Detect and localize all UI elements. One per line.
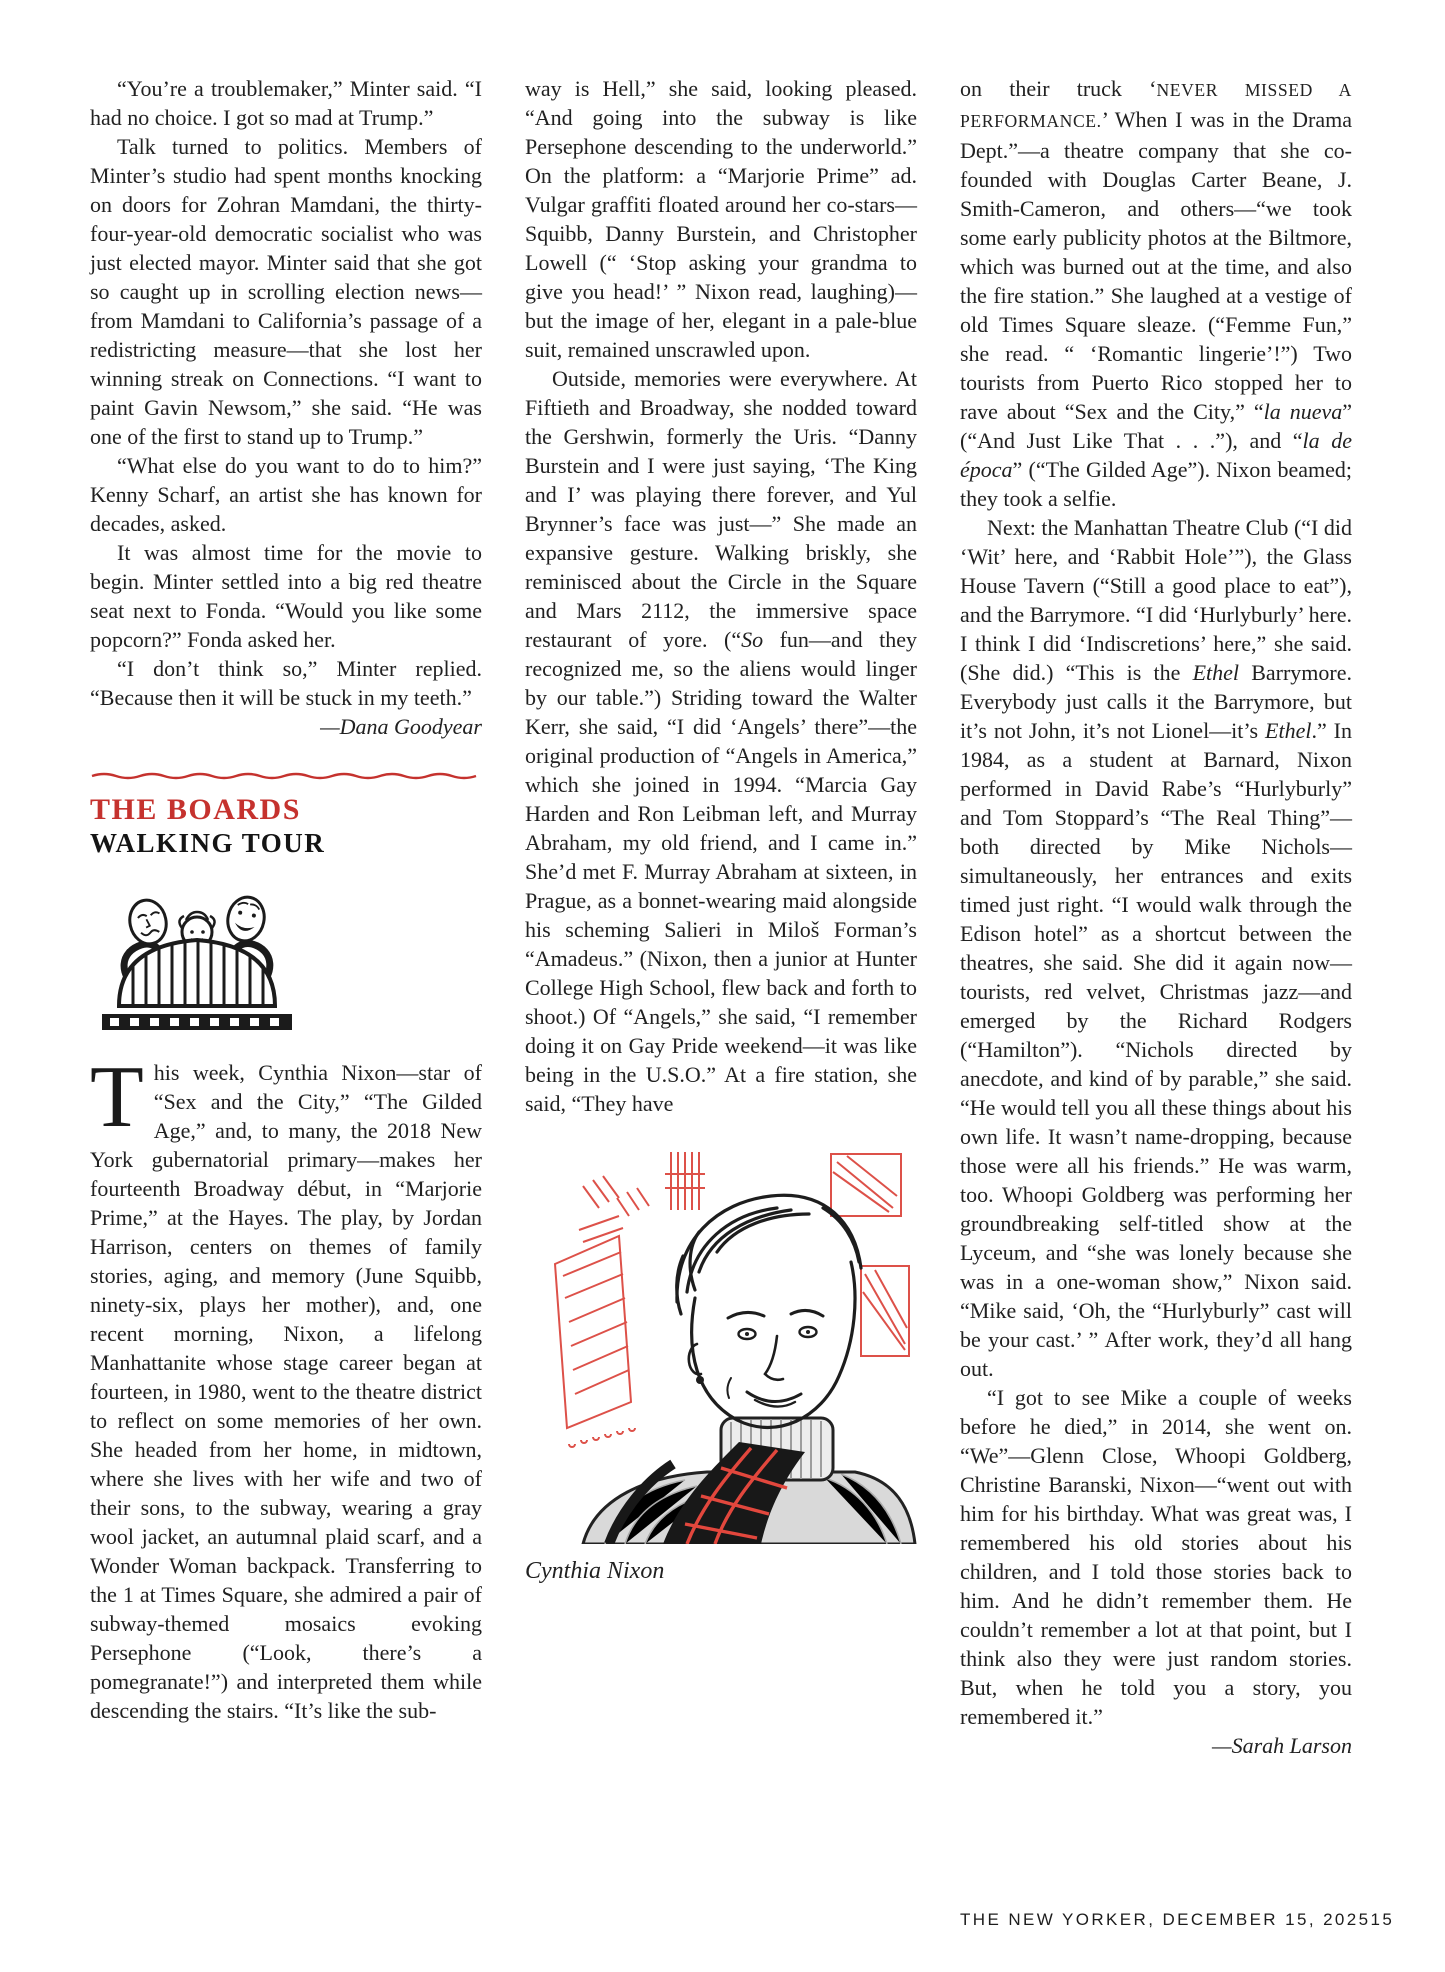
byline-sarah-larson: —Sarah Larson xyxy=(1212,1733,1352,1758)
comedy-tragedy-masks-icon xyxy=(94,886,300,1038)
body-paragraph: Outside, memories were everywhere. At Fiftieth and Broadway, she nodded toward the Gershwin, formerly the Uris. “Danny Burstein and I were just saying, ‘The King and I’ was playing there forever, and Yul Brynner’s face was just—” She made an expansive gesture. Walking briskly, she reminisced about the Circle in the Square and Mars 2112, the immersive space restaurant of yore. (“So fun—and they recognized me, so the aliens would linger by our table.”) Striding toward the Walter Kerr, she said, “I did ‘Angels’ there”—the original production of “Angels in America,” which she joined in 1994. “Marcia Gay Harden and Ron Leibman left, and Murray Abraham, my old friend, and I came in.” She’d met F. Murray Abraham at sixteen, in Prague, as a bonnet-wearing maid alongside his scheming Salieri in Miloš Forman’s “Amadeus.” (Nixon, then a junior at Hunter College High School, flew back and forth to shoot.) Of “Angels,” she said, “I remember doing it on Gay Pride weekend—it was like being in the U.S.O.” At a fire station, she said, “They have xyxy=(525,366,917,1116)
body-paragraph: way is Hell,” she said, looking pleased. “And going into the subway is like Persephone descending to the underworld.” On the platform: a “Marjorie Prime” ad. Vulgar graffiti floated around her co-stars—Squibb, Danny Burstein, and Christopher Lowell (“ ‘Stop asking your grandma to give you head!’ ” Nixon read, laughing)—but the image of her, elegant in a pale-blue suit, remained unscrawled upon. xyxy=(525,76,917,362)
body-paragraph: “What else do you want to do to him?” Kenny Scharf, an artist she has known for decades, asked. xyxy=(90,453,482,536)
body-paragraph: Talk turned to politics. Members of Minter’s studio had spent months knocking on doors for Zohran Mamdani, the thirty-four-year-old democratic socialist who was just elected mayor. Minter said that she got so caught up in scrolling election news—from Mamdani to California’s passage of a redistricting measure—that she lost her winning streak on Connections. “I want to paint Gavin Newsom,” she said. “He was one of the first to stand up to Trump.” xyxy=(90,134,482,449)
lead-text: his week, Cynthia Nixon—star of “Sex and the City,” “The Gilded Age,” and, to many, the 2018 New York gubernatorial primary—makes her fourteenth Broadway début, in “Marjorie Prime,” at the Hayes. The play, by Jordan Harrison, centers on themes of family stories, aging, and memory (June Squibb, ninety-six, plays her mother), and, one recent morning, Nixon, a lifelong Manhattanite whose stage career began at fourteen, in 1980, went to the theatre district to reflect on some memories of her own. She headed from her home, in midtown, where she lives with her wife and two of their sons, to the subway, wearing a gray wool jacket, an autumnal plaid scarf, and a Wonder Woman backpack. Transferring to the 1 at Times Square, she admired a pair of subway-themed mosaics evoking Persephone (“Look, there’s a pomegranate!”) and interpreted them while descending the stairs. “It’s like the sub- xyxy=(90,1060,482,1723)
cynthia-nixon-portrait xyxy=(525,1146,917,1544)
body-paragraph: on their truck ‘NEVER MISSED A PERFORMANCE.’ When I was in the Drama Dept.”—a theatre company that she co-founded with Douglas Carter Beane, J. Smith-Cameron, and others—“we took some early publicity photos at the Biltmore, which was burned out at the time, and also the fire station.” She laughed at a vestige of old Times Square sleaze. (“Femme Fun,” she read. “ ‘Romantic lingerie’!”) Two tourists from Puerto Rico stopped her to rave about “Sex and the City,” “la nueva” (“And Just Like That . . .”), and “la de época” (“The Gilded Age”). Nixon beamed; they took a selfie. xyxy=(960,76,1352,511)
body-paragraph: “You’re a troublemaker,” Minter said. “I had no choice. I got so mad at Trump.” xyxy=(90,76,482,130)
column-1 xyxy=(90,74,482,1760)
article-columns xyxy=(90,74,1352,1760)
footer-page-number: 15 xyxy=(1370,1910,1395,1929)
body-paragraph: “I got to see Mike a couple of weeks before he died,” in 2014, she went on. “We”—Glenn Close, Whoopi Goldberg, Christine Baranski, Nixon—“went out with him for his birthday. What was great was, I remembered his old stories about his children, and I told those stories back to him. And he didn’t remember them. He couldn’t remember a lot at that point, but I think also they were just random stories. But, when he told you a story, you remembered it.” xyxy=(960,1385,1352,1729)
portrait-illustration xyxy=(525,1146,917,1544)
page-footer xyxy=(960,1910,1395,1930)
byline-dana-goodyear: —Dana Goodyear xyxy=(320,714,482,739)
lead-paragraph xyxy=(90,1049,482,1725)
body-paragraph: “I don’t think so,” Minter replied. “Because then it will be stuck in my teeth.” xyxy=(90,656,482,710)
column-3 xyxy=(960,74,1352,1760)
footer-magazine-date: THE NEW YORKER, DECEMBER 15, 2025 xyxy=(960,1910,1371,1929)
drop-cap: T xyxy=(90,1049,144,1146)
theatre-masks-illustration xyxy=(94,886,482,1038)
red-squiggle-divider xyxy=(90,771,482,781)
column-2 xyxy=(525,74,917,1760)
body-paragraph: Next: the Manhattan Theatre Club (“I did ‘Wit’ here, and ‘Rabbit Hole’”), the Glass House Tavern (“Still a good place to eat”), and the Barrymore. “I did ‘Hurlyburly’ here. I think I did ‘Indiscretions’ here,” she said. (She did.) “This is the Ethel Barrymore. Everybody just calls it the Barrymore, but it’s not John, it’s not Lionel—it’s Ethel.” In 1984, as a student at Barnard, Nixon performed in David Rabe’s “Hurlyburly” and Tom Stoppard’s “The Real Thing”—both directed by Mike Nichols—simultaneously, her entrances and exits timed just right. “I would walk through the Edison hotel” as a shortcut between the theatres, she said. She did it again now—tourists, red velvet, Christmas jazz—and emerged by the Richard Rodgers (“Hamilton”). “Nichols directed by anecdote, and kind of by parable,” she said. “He would tell you all these things about his own life. It wasn’t name-dropping, because those were all his friends.” He was warm, too. Whoopi Goldberg was performing her groundbreaking self-titled show at the Lyceum, and “she was lonely because she was in a one-woman show,” Nixon said. “Mike said, ‘Oh, the “Hurlyburly” cast will be your cast.’ ” After work, they’d all hang out. xyxy=(960,515,1352,1381)
body-paragraph: It was almost time for the movie to begin. Minter settled into a big red theatre seat next to Fonda. “Would you like some popcorn?” Fonda asked her. xyxy=(90,540,482,652)
portrait-caption: Cynthia Nixon xyxy=(525,1558,665,1584)
section-kicker: THE BOARDS xyxy=(90,793,301,826)
section-title: WALKING TOUR xyxy=(90,828,326,858)
